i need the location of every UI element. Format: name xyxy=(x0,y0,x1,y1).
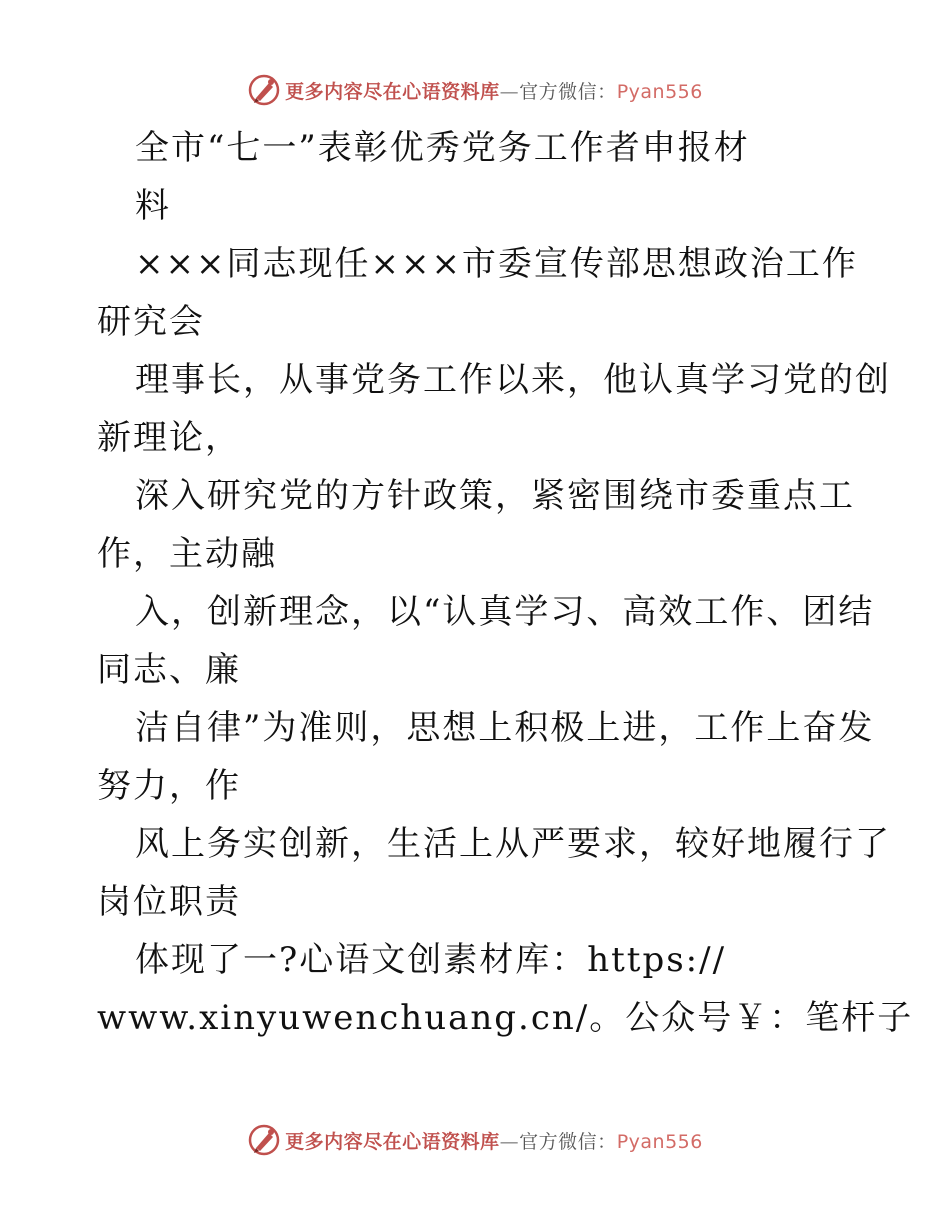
banner-slogan: 更多内容尽在心语资料库 xyxy=(285,1130,500,1153)
document-title-line-1: 全市“七一”表彰优秀党务工作者申报材 xyxy=(135,128,750,168)
paragraph-line: 同志、廉 xyxy=(97,650,241,690)
paragraph-line: 努力，作 xyxy=(97,766,241,806)
banner-dash: — xyxy=(499,80,520,103)
pen-logo-icon xyxy=(247,73,281,107)
banner-wechat-label: 官方微信： xyxy=(519,1130,617,1153)
paragraph-line: 入，创新理念，以“认真学习、高效工作、团结 xyxy=(135,592,875,632)
paragraph-line: 作，主动融 xyxy=(97,534,277,574)
paragraph-line: 理事长，从事党务工作以来，他认真学习党的创 xyxy=(135,360,891,400)
paragraph-line-url: www.xinyuwenchuang.cn/。公众号￥：笔杆子 xyxy=(97,998,914,1038)
banner-wechat-id: Pyan556 xyxy=(616,80,703,103)
pen-logo-icon xyxy=(247,1123,281,1157)
paragraph-line: 研究会 xyxy=(97,302,205,342)
banner-slogan: 更多内容尽在心语资料库 xyxy=(285,80,500,103)
document-title-line-2: 料 xyxy=(135,186,171,226)
paragraph-line: 体现了一?心语文创素材库：https:// xyxy=(135,940,727,980)
footer-banner xyxy=(0,1120,950,1160)
paragraph-line: 深入研究党的方针政策，紧密围绕市委重点工 xyxy=(135,476,855,516)
header-banner xyxy=(0,70,950,110)
paragraph-line: 洁自律”为准则，思想上积极上进，工作上奋发 xyxy=(135,708,875,748)
paragraph-line: ×××同志现任×××市委宣传部思想政治工作 xyxy=(135,244,858,284)
paragraph-line: 新理论， xyxy=(97,418,241,458)
banner-wechat-label: 官方微信： xyxy=(519,80,617,103)
banner-wechat-id: Pyan556 xyxy=(616,1130,703,1153)
paragraph-line: 风上务实创新，生活上从严要求，较好地履行了 xyxy=(135,824,891,864)
paragraph-line: 岗位职责 xyxy=(97,882,241,922)
banner-dash: — xyxy=(499,1130,520,1153)
